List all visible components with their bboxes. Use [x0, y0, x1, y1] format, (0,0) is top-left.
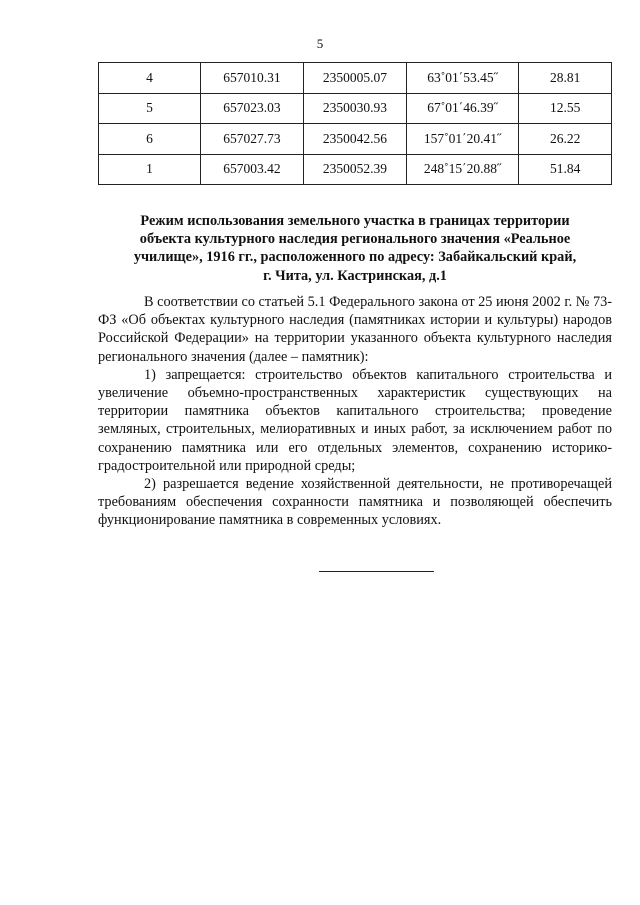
table-row: [99, 124, 612, 155]
y-coordinate-cell: 2350042.56: [303, 124, 406, 155]
body-text: [98, 293, 612, 530]
heading-line: училище», 1916 гг., расположенного по адресу: Забайкальский край,: [133, 249, 577, 266]
y-coordinate-cell: 2350052.39: [303, 154, 406, 185]
table-row: [99, 63, 612, 94]
length-cell: 28.81: [519, 63, 612, 94]
length-cell: 26.22: [519, 124, 612, 155]
heading-line: Режим использования земельного участка в границах территории: [140, 213, 570, 229]
x-coordinate-cell: 657027.73: [200, 124, 303, 155]
table-row: [99, 93, 612, 124]
y-coordinate-cell: 2350005.07: [303, 63, 406, 94]
length-cell: 51.84: [519, 154, 612, 185]
permitted-paragraph: 2) разрешается ведение хозяйственной деятельности, не противоречащей требованиям обеспечения сохранности памятника и позволяющей обеспечить функционирование памятника в современных условиях.: [98, 476, 612, 529]
point-number-cell: 5: [99, 93, 201, 124]
point-number-cell: 6: [99, 124, 201, 155]
intro-paragraph: В соответствии со статьей 5.1 Федерального закона от 25 июня 2002 г. № 73-ФЗ «Об объектах культурного наследия (памятниках истории и культуры) народов Российской Федерации» на территории указанного объекта культурного наследия регионального значения (далее – памятник):: [98, 294, 612, 365]
section-heading: [98, 212, 612, 285]
page-number: 5: [316, 36, 324, 51]
point-number-cell: 4: [99, 63, 201, 94]
coordinates-table: [98, 62, 612, 185]
x-coordinate-cell: 657003.42: [200, 154, 303, 185]
angle-cell: 67˚01΄46.39˝: [407, 93, 519, 124]
point-number-cell: 1: [99, 154, 201, 185]
x-coordinate-cell: 657023.03: [200, 93, 303, 124]
y-coordinate-cell: 2350030.93: [303, 93, 406, 124]
angle-cell: 157˚01΄20.41˝: [407, 124, 519, 155]
length-cell: 12.55: [519, 93, 612, 124]
prohibited-paragraph: 1) запрещается: строительство объектов капитального строительства и увеличение объемно-пространственных характеристик существующих на территории памятника объектов капитального строительства; проведение земляных, строительных, мелиоративных и иных работ, за исключением работ по сохранению памятника или его отдельных элементов, сохранению историко-градостроительной или природной среды;: [98, 366, 612, 474]
angle-cell: 63˚01΄53.45˝: [407, 63, 519, 94]
heading-line: г. Чита, ул. Кастринская, д.1: [263, 267, 447, 284]
table-row: [99, 154, 612, 185]
angle-cell: 248˚15΄20.88˝: [407, 154, 519, 185]
heading-line: объекта культурного наследия регионального значения «Реальное: [139, 231, 571, 248]
x-coordinate-cell: 657010.31: [200, 63, 303, 94]
end-separator-line: [319, 571, 434, 572]
